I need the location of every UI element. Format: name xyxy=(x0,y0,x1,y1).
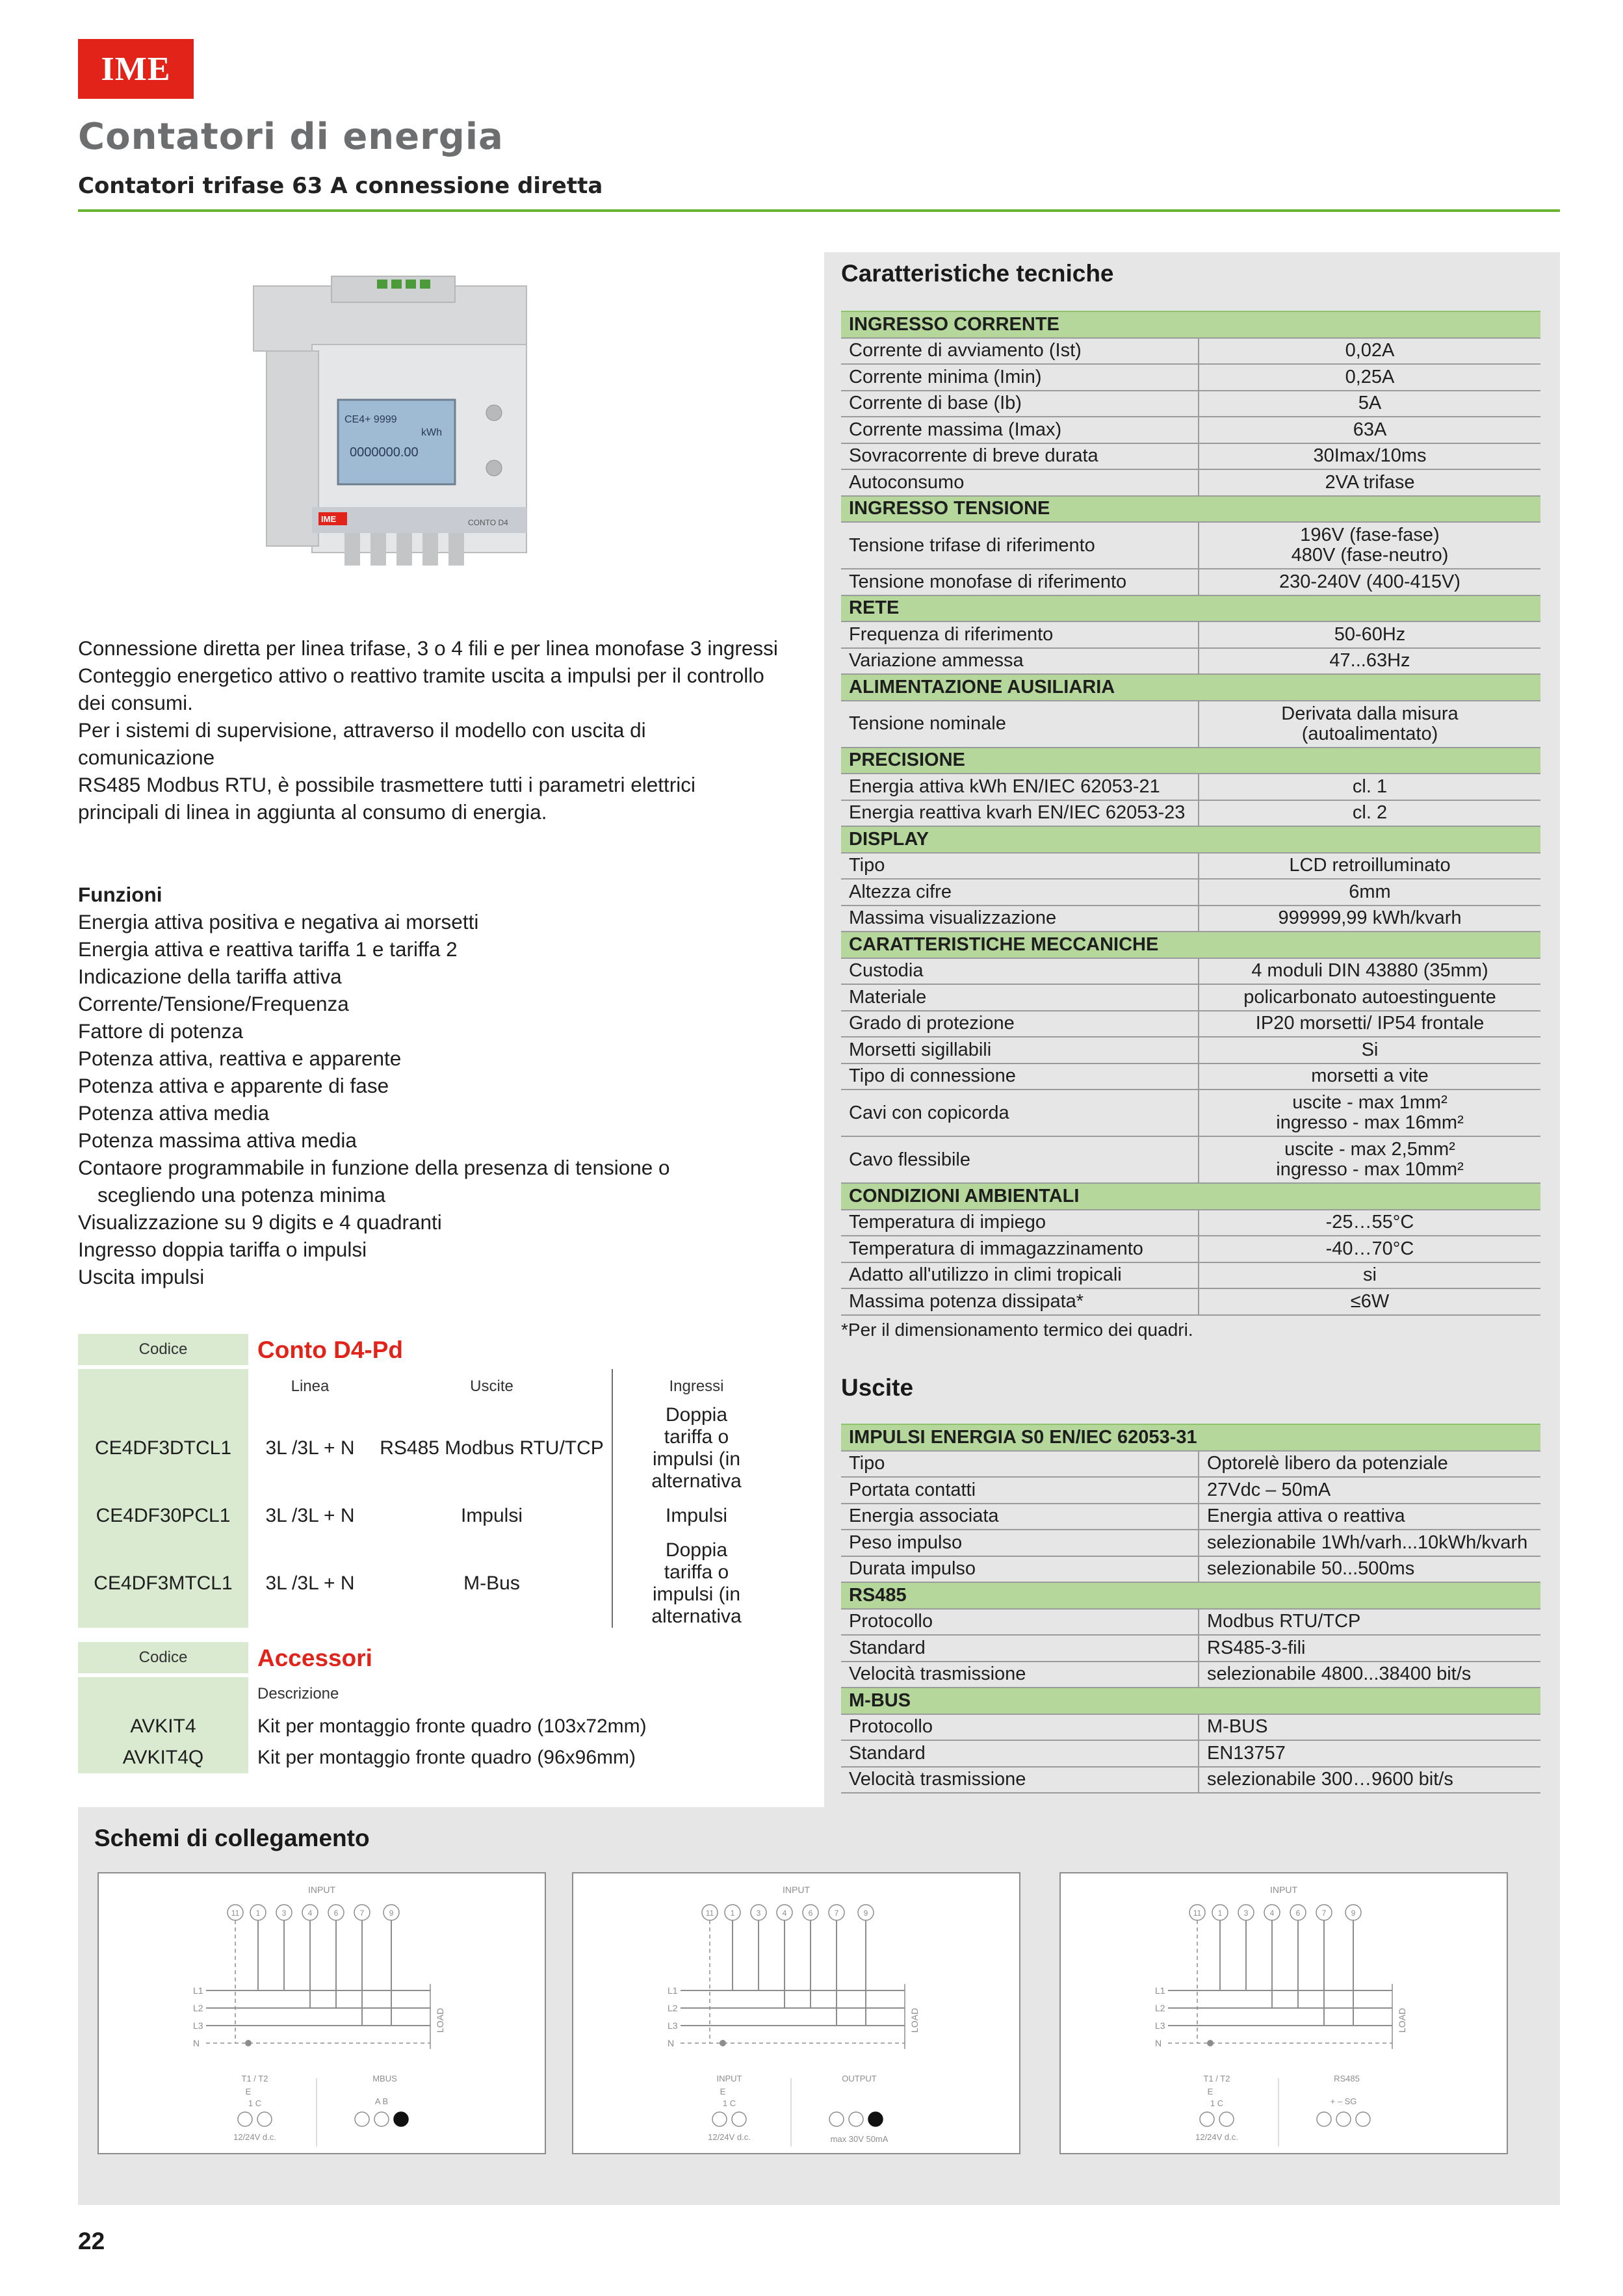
section-header xyxy=(841,826,1540,853)
page-title: Contatori di energia xyxy=(78,116,504,158)
page-subtitle: Contatori trifase 63 A connessione diretta xyxy=(78,173,603,199)
spec-label: Cavi con copicorda xyxy=(841,1089,1199,1136)
product-model-label: CONTO D4 xyxy=(468,518,508,527)
table-row xyxy=(841,1530,1540,1556)
table-row xyxy=(841,1063,1540,1090)
terminal-label: 4 xyxy=(1269,1909,1275,1918)
terminal-label: 4 xyxy=(782,1909,787,1918)
section-header xyxy=(841,1183,1540,1210)
spec-label: Cavo flessibile xyxy=(841,1136,1199,1183)
pin-circle xyxy=(238,2112,252,2126)
spec-value: 0,25A xyxy=(1199,364,1540,391)
table-row xyxy=(78,1711,647,1742)
neutral-node xyxy=(245,2040,252,2046)
input-label: INPUT xyxy=(1270,1885,1297,1895)
input-label: INPUT xyxy=(783,1885,810,1895)
pin-circle xyxy=(1356,2112,1370,2126)
table-row xyxy=(841,906,1540,932)
spec-label: Velocità trasmissione xyxy=(841,1662,1199,1688)
section-header xyxy=(841,674,1540,701)
pin-circle xyxy=(355,2112,369,2126)
spec-label: Energia attiva kWh EN/IEC 62053-21 xyxy=(841,774,1199,800)
section-header xyxy=(841,748,1540,774)
spec-label: Standard xyxy=(841,1635,1199,1662)
linea-cell: 3L /3L + N xyxy=(265,1437,355,1459)
spec-value: EN13757 xyxy=(1199,1740,1540,1767)
load-label: LOAD xyxy=(909,2007,920,2033)
table-row xyxy=(841,1288,1540,1315)
wiring-diagram-mbus xyxy=(97,1872,546,2154)
spec-value: 30Imax/10ms xyxy=(1199,443,1540,470)
line-label: N xyxy=(668,2038,675,2048)
pin-circle xyxy=(829,2112,844,2126)
function-item: scegliendo una potenza minima xyxy=(97,1183,386,1207)
terminal-label: 6 xyxy=(333,1909,339,1918)
spec-label: Standard xyxy=(841,1740,1199,1767)
table-row xyxy=(841,469,1540,496)
code-cell: AVKIT4 xyxy=(78,1711,248,1742)
table-row xyxy=(841,364,1540,391)
terminal-label: 1 xyxy=(255,1909,261,1918)
codes-code-label: Codice xyxy=(78,1334,248,1365)
table-row xyxy=(841,984,1540,1011)
specs-title: Caratteristiche tecniche xyxy=(841,260,1114,287)
terminal-label: 11 xyxy=(705,1909,714,1918)
line-label: L3 xyxy=(668,2020,678,2031)
spec-value: 50-60Hz xyxy=(1199,621,1540,648)
code-cell: AVKIT4Q xyxy=(78,1742,248,1773)
spec-label: Sovracorrente di breve durata xyxy=(841,443,1199,470)
accessories-section xyxy=(78,1642,780,1773)
spec-value: M-BUS xyxy=(1199,1714,1540,1741)
table-row xyxy=(841,1136,1540,1183)
table-row xyxy=(841,621,1540,648)
spec-label: Tipo di connessione xyxy=(841,1063,1199,1090)
pin-circle xyxy=(1200,2112,1214,2126)
spec-label: Autoconsumo xyxy=(841,469,1199,496)
spec-value: -25…55°C xyxy=(1199,1210,1540,1236)
line-label: N xyxy=(1155,2038,1162,2048)
outputs-table xyxy=(841,1424,1540,1794)
uscite-cell: RS485 Modbus RTU/TCP xyxy=(372,1404,612,1493)
table-row xyxy=(841,522,1540,569)
spec-label: Frequenza di riferimento xyxy=(841,621,1199,648)
spec-value: cl. 2 xyxy=(1199,800,1540,827)
spec-value: Energia attiva o reattiva xyxy=(1199,1504,1540,1530)
table-row xyxy=(841,879,1540,906)
functions-list xyxy=(78,881,780,1290)
pin-circle xyxy=(257,2112,272,2126)
table-row xyxy=(841,1556,1540,1583)
codes-header-uscite: Uscite xyxy=(372,1369,612,1404)
product-description xyxy=(78,634,780,826)
section-header xyxy=(841,932,1540,958)
supply-label: 12/24V d.c. xyxy=(708,2132,751,2142)
terminal-label: 3 xyxy=(1243,1909,1249,1918)
section-header xyxy=(841,1688,1540,1714)
left-group-sub: E xyxy=(245,2087,252,2096)
spec-value: selezionabile 1Wh/varh...10kWh/kvarh xyxy=(1199,1530,1540,1556)
line-label: N xyxy=(193,2038,200,2048)
codes-title: Conto D4-Pd xyxy=(257,1337,404,1363)
section-title: INGRESSO TENSIONE xyxy=(841,496,1540,523)
desc-cell: Kit per montaggio fronte quadro (96x96mm) xyxy=(257,1747,636,1768)
spec-label: Grado di protezione xyxy=(841,1011,1199,1037)
spec-label: Velocità trasmissione xyxy=(841,1767,1199,1794)
description-line: Connessione diretta per linea trifase, 3 o 4 fili e per linea monofase 3 ingressi xyxy=(78,636,778,660)
line-label: L2 xyxy=(193,2003,203,2013)
accessories-table xyxy=(78,1677,647,1773)
spec-label: Corrente massima (Imax) xyxy=(841,417,1199,443)
spec-label: Adatto all'utilizzo in climi tropicali xyxy=(841,1262,1199,1289)
title-divider xyxy=(78,209,1560,212)
accessories-code-label: Codice xyxy=(78,1642,248,1673)
description-line: Conteggio energetico attivo o reattivo tramite uscita a impulsi per il controllo dei consumi. xyxy=(78,664,764,714)
codes-section xyxy=(78,1334,780,1628)
left-group-pins: 1 C xyxy=(722,2098,736,2108)
section-title: ALIMENTAZIONE AUSILIARIA xyxy=(841,674,1540,701)
table-row xyxy=(78,1742,647,1773)
pin-circle xyxy=(712,2112,727,2126)
table-row xyxy=(841,1662,1540,1688)
spec-value: selezionabile 50...500ms xyxy=(1199,1556,1540,1583)
terminal-label: 11 xyxy=(231,1909,240,1918)
spec-value: Si xyxy=(1199,1037,1540,1063)
wiring-diagram-rs485 xyxy=(1059,1872,1508,2154)
table-row xyxy=(841,958,1540,985)
pin-circle xyxy=(394,2112,408,2126)
code-cell: CE4DF3MTCL1 xyxy=(78,1539,248,1628)
codes-header-blank xyxy=(78,1369,248,1404)
function-item: Potenza massima attiva media xyxy=(78,1128,357,1152)
left-group-label: T1 / T2 xyxy=(241,2074,268,2083)
function-item: Potenza attiva, reattiva e apparente xyxy=(78,1047,402,1070)
right-group-note: max 30V 50mA xyxy=(830,2134,889,2144)
right-group-label: RS485 xyxy=(1334,2074,1360,2083)
spec-label: Morsetti sigillabili xyxy=(841,1037,1199,1063)
line-label: L1 xyxy=(193,1985,203,1996)
pin-circle xyxy=(374,2112,389,2126)
spec-value: Optorelè libero da potenziale xyxy=(1199,1451,1540,1478)
terminal-label: 7 xyxy=(1321,1909,1327,1918)
terminal-label: 3 xyxy=(281,1909,287,1918)
codes-header-linea: Linea xyxy=(291,1377,330,1395)
spec-label: Temperatura di impiego xyxy=(841,1210,1199,1236)
spec-label: Durata impulso xyxy=(841,1556,1199,1583)
product-image xyxy=(247,273,533,579)
accessories-title: Accessori xyxy=(257,1645,372,1671)
table-row xyxy=(841,800,1540,827)
right-group-pins: A B xyxy=(374,2096,389,2106)
code-cell: CE4DF30PCL1 xyxy=(78,1493,248,1539)
pin-circle xyxy=(1336,2112,1351,2126)
spec-value: 47...63Hz xyxy=(1199,648,1540,675)
line-label: L1 xyxy=(1155,1985,1165,1996)
spec-value: 5A xyxy=(1199,391,1540,417)
terminal-label: 9 xyxy=(1351,1909,1356,1918)
section-title: IMPULSI ENERGIA S0 EN/IEC 62053-31 xyxy=(841,1424,1540,1451)
supply-label: 12/24V d.c. xyxy=(1195,2132,1238,2142)
terminal-label: 6 xyxy=(808,1909,813,1918)
table-row xyxy=(841,1037,1540,1063)
section-header xyxy=(841,595,1540,622)
spec-value: 27Vdc – 50mA xyxy=(1199,1477,1540,1504)
function-item: Visualizzazione su 9 digits e 4 quadranti xyxy=(78,1210,442,1234)
spec-value: -40…70°C xyxy=(1199,1236,1540,1262)
table-row xyxy=(841,338,1540,365)
spec-label: Corrente di base (Ib) xyxy=(841,391,1199,417)
terminal-label: 6 xyxy=(1295,1909,1301,1918)
uscite-cell: M-Bus xyxy=(372,1539,612,1628)
section-title: INGRESSO CORRENTE xyxy=(841,311,1540,338)
spec-value: policarbonato autoestinguente xyxy=(1199,984,1540,1011)
terminal-label: 7 xyxy=(359,1909,365,1918)
function-item: Potenza attiva media xyxy=(78,1101,270,1125)
functions-heading: Funzioni xyxy=(78,883,162,906)
left-group-label: INPUT xyxy=(716,2074,742,2083)
section-title: PRECISIONE xyxy=(841,748,1540,774)
spec-label: Corrente minima (Imin) xyxy=(841,364,1199,391)
spec-label: Materiale xyxy=(841,984,1199,1011)
table-row xyxy=(841,417,1540,443)
left-group-sub: E xyxy=(1207,2087,1214,2096)
ingressi-cell: Doppia tariffa o impulsi (in alternativa xyxy=(651,1404,742,1492)
table-row xyxy=(841,1477,1540,1504)
section-header xyxy=(841,1582,1540,1609)
right-group-pins: + – SG xyxy=(1330,2096,1357,2106)
brand-logo: IME xyxy=(78,39,194,99)
function-item: Energia attiva e reattiva tariffa 1 e tariffa 2 xyxy=(78,937,458,961)
table-row xyxy=(841,1635,1540,1662)
display-text-3: 0000000.00 xyxy=(350,445,419,460)
table-row xyxy=(78,1539,780,1628)
table-row xyxy=(841,443,1540,470)
function-item: Fattore di potenza xyxy=(78,1019,243,1043)
spec-value: uscite - max 1mm² ingresso - max 16mm² xyxy=(1199,1089,1540,1136)
table-row xyxy=(841,1262,1540,1289)
line-label: L1 xyxy=(668,1985,678,1996)
function-item: Potenza attiva e apparente di fase xyxy=(78,1074,389,1097)
linea-cell: 3L /3L + N xyxy=(265,1505,355,1526)
pin-circle xyxy=(849,2112,863,2126)
terminal-label: 1 xyxy=(730,1909,735,1918)
terminal-label: 9 xyxy=(389,1909,394,1918)
table-row xyxy=(78,1404,780,1493)
desc-cell: Kit per montaggio fronte quadro (103x72mm) xyxy=(257,1715,647,1737)
line-label: L3 xyxy=(1155,2020,1165,2031)
accessories-desc-header: Descrizione xyxy=(257,1685,339,1702)
spec-value: morsetti a vite xyxy=(1199,1063,1540,1090)
line-label: L2 xyxy=(668,2003,678,2013)
line-label: L3 xyxy=(193,2020,203,2031)
spec-label: Protocollo xyxy=(841,1609,1199,1636)
schemi-title: Schemi di collegamento xyxy=(94,1825,370,1851)
spec-label: Variazione ammessa xyxy=(841,648,1199,675)
spec-label: Tipo xyxy=(841,853,1199,880)
right-group-label: MBUS xyxy=(372,2074,397,2083)
ingressi-cell: Impulsi xyxy=(665,1505,728,1526)
table-row xyxy=(841,1089,1540,1136)
display-text-1: CE4+ 9999 xyxy=(344,414,397,425)
function-item: Uscita impulsi xyxy=(78,1265,205,1288)
spec-value: Derivata dalla misura (autoalimentato) xyxy=(1199,701,1540,748)
pin-circle xyxy=(868,2112,883,2126)
function-item: Indicazione della tariffa attiva xyxy=(78,965,342,988)
spec-value: 6mm xyxy=(1199,879,1540,906)
section-title: RS485 xyxy=(841,1582,1540,1609)
spec-value: uscite - max 2,5mm² ingresso - max 10mm² xyxy=(1199,1136,1540,1183)
table-row xyxy=(841,1236,1540,1262)
spec-label: Custodia xyxy=(841,958,1199,985)
spec-value: 4 moduli DIN 43880 (35mm) xyxy=(1199,958,1540,985)
spec-label: Protocollo xyxy=(841,1714,1199,1741)
section-title: M-BUS xyxy=(841,1688,1540,1714)
function-item: Corrente/Tensione/Frequenza xyxy=(78,992,349,1015)
spec-label: Energia associata xyxy=(841,1504,1199,1530)
spec-value: 0,02A xyxy=(1199,338,1540,365)
function-item: Energia attiva positiva e negativa ai morsetti xyxy=(78,910,479,933)
left-group-label: T1 / T2 xyxy=(1203,2074,1230,2083)
neutral-node xyxy=(1207,2040,1214,2046)
terminal-label: 3 xyxy=(756,1909,761,1918)
spec-value: 999999,99 kWh/kvarh xyxy=(1199,906,1540,932)
section-header xyxy=(841,496,1540,523)
spec-value: LCD retroilluminato xyxy=(1199,853,1540,880)
neutral-node xyxy=(720,2040,726,2046)
spec-value: 63A xyxy=(1199,417,1540,443)
terminal-label: 1 xyxy=(1217,1909,1223,1918)
display-text-2: kWh xyxy=(421,427,442,438)
specs-table xyxy=(841,311,1540,1316)
wiring-diagram-pulse xyxy=(572,1872,1020,2154)
table-row xyxy=(841,1504,1540,1530)
table-row xyxy=(841,1714,1540,1741)
spec-label: Peso impulso xyxy=(841,1530,1199,1556)
right-group-label: OUTPUT xyxy=(842,2074,877,2083)
section-header xyxy=(841,311,1540,338)
terminal-label: 4 xyxy=(307,1909,313,1918)
spec-label: Portata contatti xyxy=(841,1477,1199,1504)
spec-value: ≤6W xyxy=(1199,1288,1540,1315)
spec-value: RS485-3-fili xyxy=(1199,1635,1540,1662)
terminal-label: 7 xyxy=(834,1909,839,1918)
section-title: CONDIZIONI AMBIENTALI xyxy=(841,1183,1540,1210)
spec-value: si xyxy=(1199,1262,1540,1289)
codes-header-ingressi: Ingressi xyxy=(669,1377,724,1395)
left-group-pins: 1 C xyxy=(1210,2098,1224,2108)
spec-label: Energia reattiva kvarh EN/IEC 62053-23 xyxy=(841,800,1199,827)
load-label: LOAD xyxy=(435,2007,445,2033)
table-row xyxy=(841,1210,1540,1236)
specs-footnote: *Per il dimensionamento termico dei quadri. xyxy=(841,1320,1193,1340)
spec-label: Tensione monofase di riferimento xyxy=(841,569,1199,595)
table-row xyxy=(841,701,1540,748)
terminal-label: 9 xyxy=(863,1909,868,1918)
table-row xyxy=(841,853,1540,880)
description-line: Per i sistemi di supervisione, attraverso il modello con uscita di comunicazione xyxy=(78,718,646,769)
spec-value: 196V (fase-fase) 480V (fase-neutro) xyxy=(1199,522,1540,569)
spec-label: Tipo xyxy=(841,1451,1199,1478)
code-cell: CE4DF3DTCL1 xyxy=(78,1404,248,1493)
section-header xyxy=(841,1424,1540,1451)
table-row xyxy=(841,1451,1540,1478)
pin-circle xyxy=(732,2112,746,2126)
supply-label: 12/24V d.c. xyxy=(233,2132,276,2142)
table-row xyxy=(78,1493,780,1539)
linea-cell: 3L /3L + N xyxy=(265,1572,355,1594)
spec-value: selezionabile 4800...38400 bit/s xyxy=(1199,1662,1540,1688)
spec-label: Altezza cifre xyxy=(841,879,1199,906)
table-row xyxy=(841,1609,1540,1636)
description-line: RS485 Modbus RTU, è possibile trasmettere tutti i parametri elettrici principali di linea in aggiunta al consumo di energia. xyxy=(78,773,696,824)
spec-value: cl. 1 xyxy=(1199,774,1540,800)
page-number: 22 xyxy=(78,2228,105,2254)
spec-value: IP20 morsetti/ IP54 frontale xyxy=(1199,1011,1540,1037)
table-row xyxy=(841,774,1540,800)
spec-value: 230-240V (400-415V) xyxy=(1199,569,1540,595)
spec-value: 2VA trifase xyxy=(1199,469,1540,496)
spec-label: Corrente di avviamento (Ist) xyxy=(841,338,1199,365)
ingressi-cell: Doppia tariffa o impulsi (in alternativa xyxy=(651,1539,742,1627)
spec-label: Massima visualizzazione xyxy=(841,906,1199,932)
section-title: CARATTERISTICHE MECCANICHE xyxy=(841,932,1540,958)
spec-label: Tensione trifase di riferimento xyxy=(841,522,1199,569)
function-item: Ingresso doppia tariffa o impulsi xyxy=(78,1238,367,1261)
section-title: DISPLAY xyxy=(841,826,1540,853)
table-row xyxy=(841,648,1540,675)
product-brand-label: IME xyxy=(321,514,337,524)
left-group-pins: 1 C xyxy=(248,2098,262,2108)
uscite-cell: Impulsi xyxy=(372,1493,612,1539)
table-row xyxy=(841,569,1540,595)
table-row xyxy=(841,1011,1540,1037)
section-title: RETE xyxy=(841,595,1540,622)
codes-table xyxy=(78,1369,780,1628)
spec-value: selezionabile 300…9600 bit/s xyxy=(1199,1767,1540,1794)
table-row xyxy=(841,1740,1540,1767)
spec-label: Massima potenza dissipata* xyxy=(841,1288,1199,1315)
spec-label: Temperatura di immagazzinamento xyxy=(841,1236,1199,1262)
input-label: INPUT xyxy=(308,1885,335,1895)
left-group-sub: E xyxy=(720,2087,726,2096)
spec-label: Tensione nominale xyxy=(841,701,1199,748)
spec-value: Modbus RTU/TCP xyxy=(1199,1609,1540,1636)
line-label: L2 xyxy=(1155,2003,1165,2013)
pin-circle xyxy=(1219,2112,1234,2126)
pin-circle xyxy=(1317,2112,1331,2126)
outputs-title: Uscite xyxy=(841,1374,914,1401)
load-label: LOAD xyxy=(1397,2007,1407,2033)
terminal-label: 11 xyxy=(1193,1909,1202,1918)
function-item: Contaore programmabile in funzione della presenza di tensione o xyxy=(78,1156,670,1179)
table-row xyxy=(841,391,1540,417)
table-row xyxy=(841,1767,1540,1794)
